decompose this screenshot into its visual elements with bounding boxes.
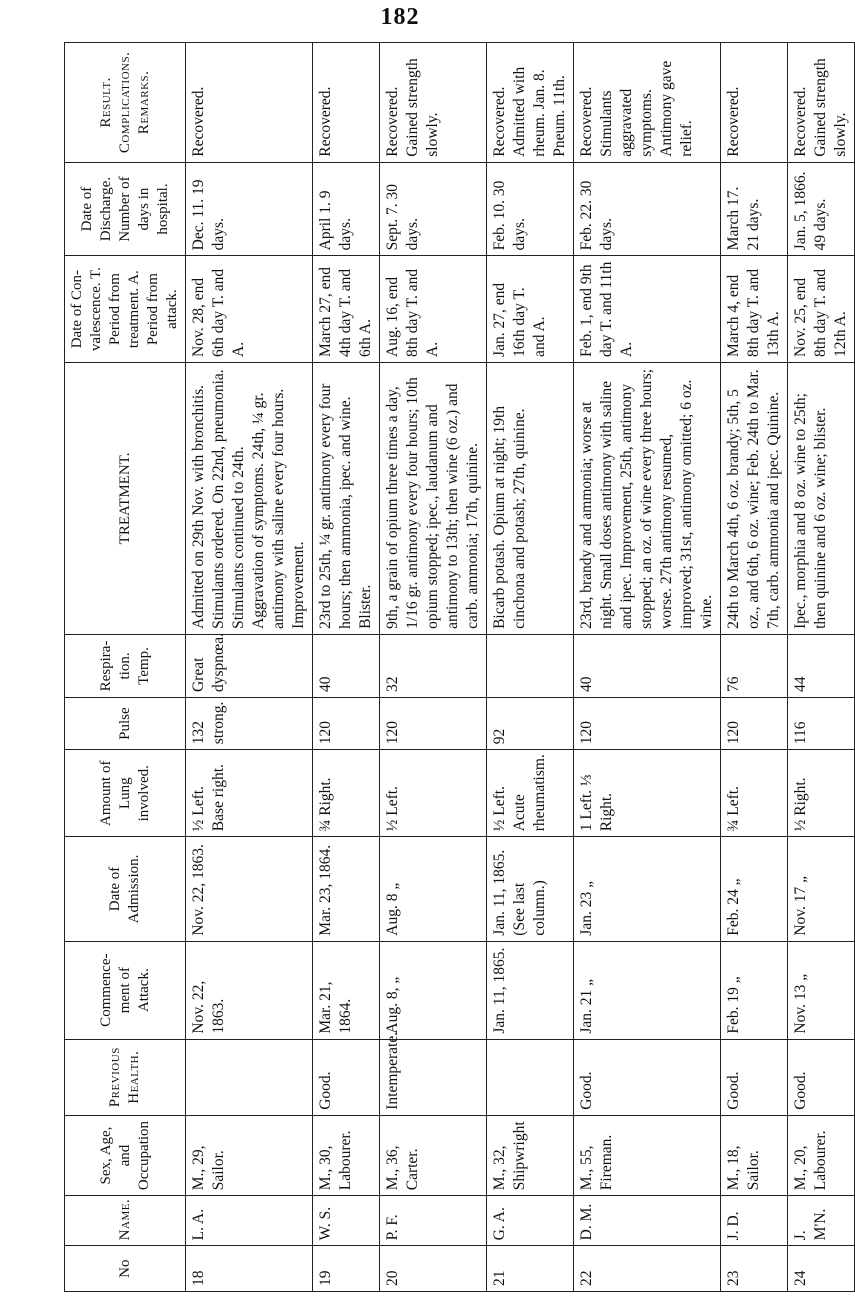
cell-result: Recovered.: [313, 43, 380, 163]
cell-name: W. S.: [313, 1196, 380, 1246]
header-previous-health: [65, 1039, 186, 1115]
header-previous-health-label: Previous Health.: [107, 1047, 142, 1108]
cell-commencement: Nov. 13 „: [788, 941, 855, 1039]
cell-name: J. D.: [721, 1196, 788, 1246]
cell-result: Recovered. Gained strength slowly.: [788, 43, 855, 163]
cell-treatment: Ipec., morphia and 8 oz. wine to 25th; then quinine and 6 oz. wine; blister.: [788, 362, 855, 634]
cell-discharge: Jan. 5, 1866. 49 days.: [788, 162, 855, 256]
header-sex: Sex, Age, and Occupation: [65, 1115, 186, 1196]
cell-respiration: 44: [788, 634, 855, 697]
table-row: [313, 43, 380, 1292]
cell-treatment: 9th, a grain of opium three times a day, 1/16 gr. antimony every four hours; 10th opium stopped; ipec., laudanum and antimony to 13th; then wine (6 oz.) and carb. ammonia; 17th, quinine.: [380, 362, 487, 634]
cell-treatment: 24th to March 4th, 6 oz. brandy; 5th, 5 oz., and 6th, 6 oz. wine; Feb. 24th to Mar. 7th, carb. ammonia and ipec. Quinine.: [721, 362, 788, 634]
cell-respiration: 76: [721, 634, 788, 697]
cell-name: J. M'N.: [788, 1196, 855, 1246]
cell-result: Recovered. Gained strength slowly.: [380, 43, 487, 163]
case-table: [64, 42, 855, 1292]
cell-result: Recovered. Admitted with rheum. Jan. 8. Pneum. 11th.: [487, 43, 574, 163]
table-row: [186, 43, 313, 1292]
cell-sex: M., 30, Labourer.: [313, 1115, 380, 1196]
cell-previous-health: Good.: [313, 1039, 380, 1115]
cell-lung: ½ Left. Base right.: [186, 750, 313, 837]
cell-name: P. F.: [380, 1196, 487, 1246]
cell-treatment: 23rd, brandy and ammonia; worse at night. Small doses antimony with saline and ipec. Improvement, 25th, antimony stopped; an oz. of wine every three hours; worse. 27th antimony resumed, improved; 31st, antimony omitted; 6 oz. wine.: [574, 362, 721, 634]
cell-treatment: Admitted on 29th Nov. with bronchitis. Stimulants ordered. On 22nd, pneumonia. Stimulants continued to 24th. Aggravation of symptoms. 24th, ¼ gr. antimony with saline every four hours. Improvement.: [186, 362, 313, 634]
header-name-label: Name.: [116, 1198, 133, 1241]
cell-no: 24: [788, 1246, 855, 1292]
cell-pulse: 120: [313, 698, 380, 750]
cell-commencement: Feb. 19 „: [721, 941, 788, 1039]
table-row: [380, 43, 487, 1292]
page-number: 182: [380, 4, 420, 30]
cell-sex: M., 55, Fireman.: [574, 1115, 721, 1196]
cell-lung: ½ Left.: [380, 750, 487, 837]
cell-previous-health: [487, 1039, 574, 1115]
header-admission: Date of Admission.: [65, 837, 186, 941]
cell-commencement: Jan. 21 „: [574, 941, 721, 1039]
cell-convalescence: Nov. 25, end 8th day T. and 12th A.: [788, 256, 855, 363]
table-row: [788, 43, 855, 1292]
cell-convalescence: March 27, end 4th day T. and 6th A.: [313, 256, 380, 363]
cell-no: 22: [574, 1246, 721, 1292]
cell-sex: M., 18, Sailor.: [721, 1115, 788, 1196]
cell-sex: M., 29, Sailor.: [186, 1115, 313, 1196]
cell-name: G. A.: [487, 1196, 574, 1246]
cell-previous-health: [186, 1039, 313, 1115]
cell-convalescence: Nov. 28, end 6th day T. and A.: [186, 256, 313, 363]
header-result-label: Result. Complications. Remarks.: [97, 51, 152, 154]
cell-pulse: 132 strong.: [186, 698, 313, 750]
cell-respiration: 40: [574, 634, 721, 697]
cell-no: 23: [721, 1246, 788, 1292]
table-row: [487, 43, 574, 1292]
cell-name: D. M.: [574, 1196, 721, 1246]
cell-discharge: Dec. 11. 19 days.: [186, 162, 313, 256]
header-row: [65, 43, 186, 1292]
cell-pulse: 92: [487, 698, 574, 750]
cell-admission: Feb. 24 „: [721, 837, 788, 941]
header-name: [65, 1196, 186, 1246]
cell-sex: M., 36, Carter.: [380, 1115, 487, 1196]
cell-admission: Jan. 23 „: [574, 837, 721, 941]
cell-convalescence: Jan. 27, end 16th day T. and A.: [487, 256, 574, 363]
rotated-table-frame: [64, 42, 849, 1292]
header-discharge: Date of Discharge. Number of days in hospital.: [65, 162, 186, 256]
cell-pulse: 116: [788, 698, 855, 750]
cell-admission: Aug. 8 „: [380, 837, 487, 941]
cell-respiration: 40: [313, 634, 380, 697]
header-treatment: TREATMENT.: [65, 362, 186, 634]
cell-convalescence: March 4, end 8th day T. and 13th A.: [721, 256, 788, 363]
cell-lung: ½ Right.: [788, 750, 855, 837]
cell-convalescence: Aug. 16, end 8th day T. and A.: [380, 256, 487, 363]
cell-respiration: [487, 634, 574, 697]
cell-treatment: Bicarb potash. Opium at night; 19th cinchona and potash; 27th, quinine.: [487, 362, 574, 634]
cell-discharge: Feb. 10. 30 days.: [487, 162, 574, 256]
cell-name: L. A.: [186, 1196, 313, 1246]
cell-lung: ½ Left. Acute rheumatism.: [487, 750, 574, 837]
cell-result: Recovered.: [721, 43, 788, 163]
cell-treatment: 23rd to 25th, ¼ gr. antimony every four hours; then ammonia, ipec. and wine. Blister.: [313, 362, 380, 634]
cell-commencement: Nov. 22, 1863.: [186, 941, 313, 1039]
cell-respiration: Great dyspnœa.: [186, 634, 313, 697]
table-row: [574, 43, 721, 1292]
cell-discharge: Feb. 22. 30 days.: [574, 162, 721, 256]
cell-lung: ¾ Right.: [313, 750, 380, 837]
header-pulse: Pulse: [65, 698, 186, 750]
cell-previous-health: Good.: [721, 1039, 788, 1115]
cell-discharge: April 1. 9 days.: [313, 162, 380, 256]
cell-admission: Nov. 22, 1863.: [186, 837, 313, 941]
cell-respiration: 32: [380, 634, 487, 697]
table-row: [721, 43, 788, 1292]
cell-result: Recovered. Stimulants aggravated symptoms. Antimony gave relief.: [574, 43, 721, 163]
cell-no: 21: [487, 1246, 574, 1292]
header-commencement: Commence-ment of Attack.: [65, 941, 186, 1039]
cell-previous-health: Good.: [574, 1039, 721, 1115]
cell-pulse: 120: [574, 698, 721, 750]
cell-sex: M., 20, Labourer.: [788, 1115, 855, 1196]
cell-commencement: Mar. 21, 1864.: [313, 941, 380, 1039]
cell-discharge: Sept. 7. 30 days.: [380, 162, 487, 256]
cell-admission: Mar. 23, 1864.: [313, 837, 380, 941]
header-convalescence: Date of Con-valescence. T. Period from treatment. A. Period from attack.: [65, 256, 186, 363]
cell-lung: 1 Left. ⅓ Right.: [574, 750, 721, 837]
cell-previous-health: Good.: [788, 1039, 855, 1115]
header-respiration-label: Respira-tion.: [97, 640, 133, 692]
cell-pulse: 120: [721, 698, 788, 750]
cell-previous-health: Intemperate.: [380, 1039, 487, 1115]
header-respiration: [65, 634, 186, 697]
cell-commencement: Jan. 11, 1865.: [487, 941, 574, 1039]
header-temp-label: Temp.: [135, 647, 152, 685]
cell-convalescence: Feb. 1, end 9th day T. and 11th A.: [574, 256, 721, 363]
cell-pulse: 120: [380, 698, 487, 750]
header-lung: Amount of Lung involved.: [65, 750, 186, 837]
cell-sex: M., 32, Shipwright: [487, 1115, 574, 1196]
cell-result: Recovered.: [186, 43, 313, 163]
cell-lung: ¾ Left.: [721, 750, 788, 837]
cell-no: 20: [380, 1246, 487, 1292]
cell-no: 19: [313, 1246, 380, 1292]
cell-discharge: March 17. 21 days.: [721, 162, 788, 256]
cell-admission: Jan. 11, 1865. (See last column.): [487, 837, 574, 941]
header-result: [65, 43, 186, 163]
cell-commencement: Aug. 8, „: [380, 941, 487, 1039]
header-no: No: [65, 1246, 186, 1292]
cell-no: 18: [186, 1246, 313, 1292]
cell-admission: Nov. 17 „: [788, 837, 855, 941]
